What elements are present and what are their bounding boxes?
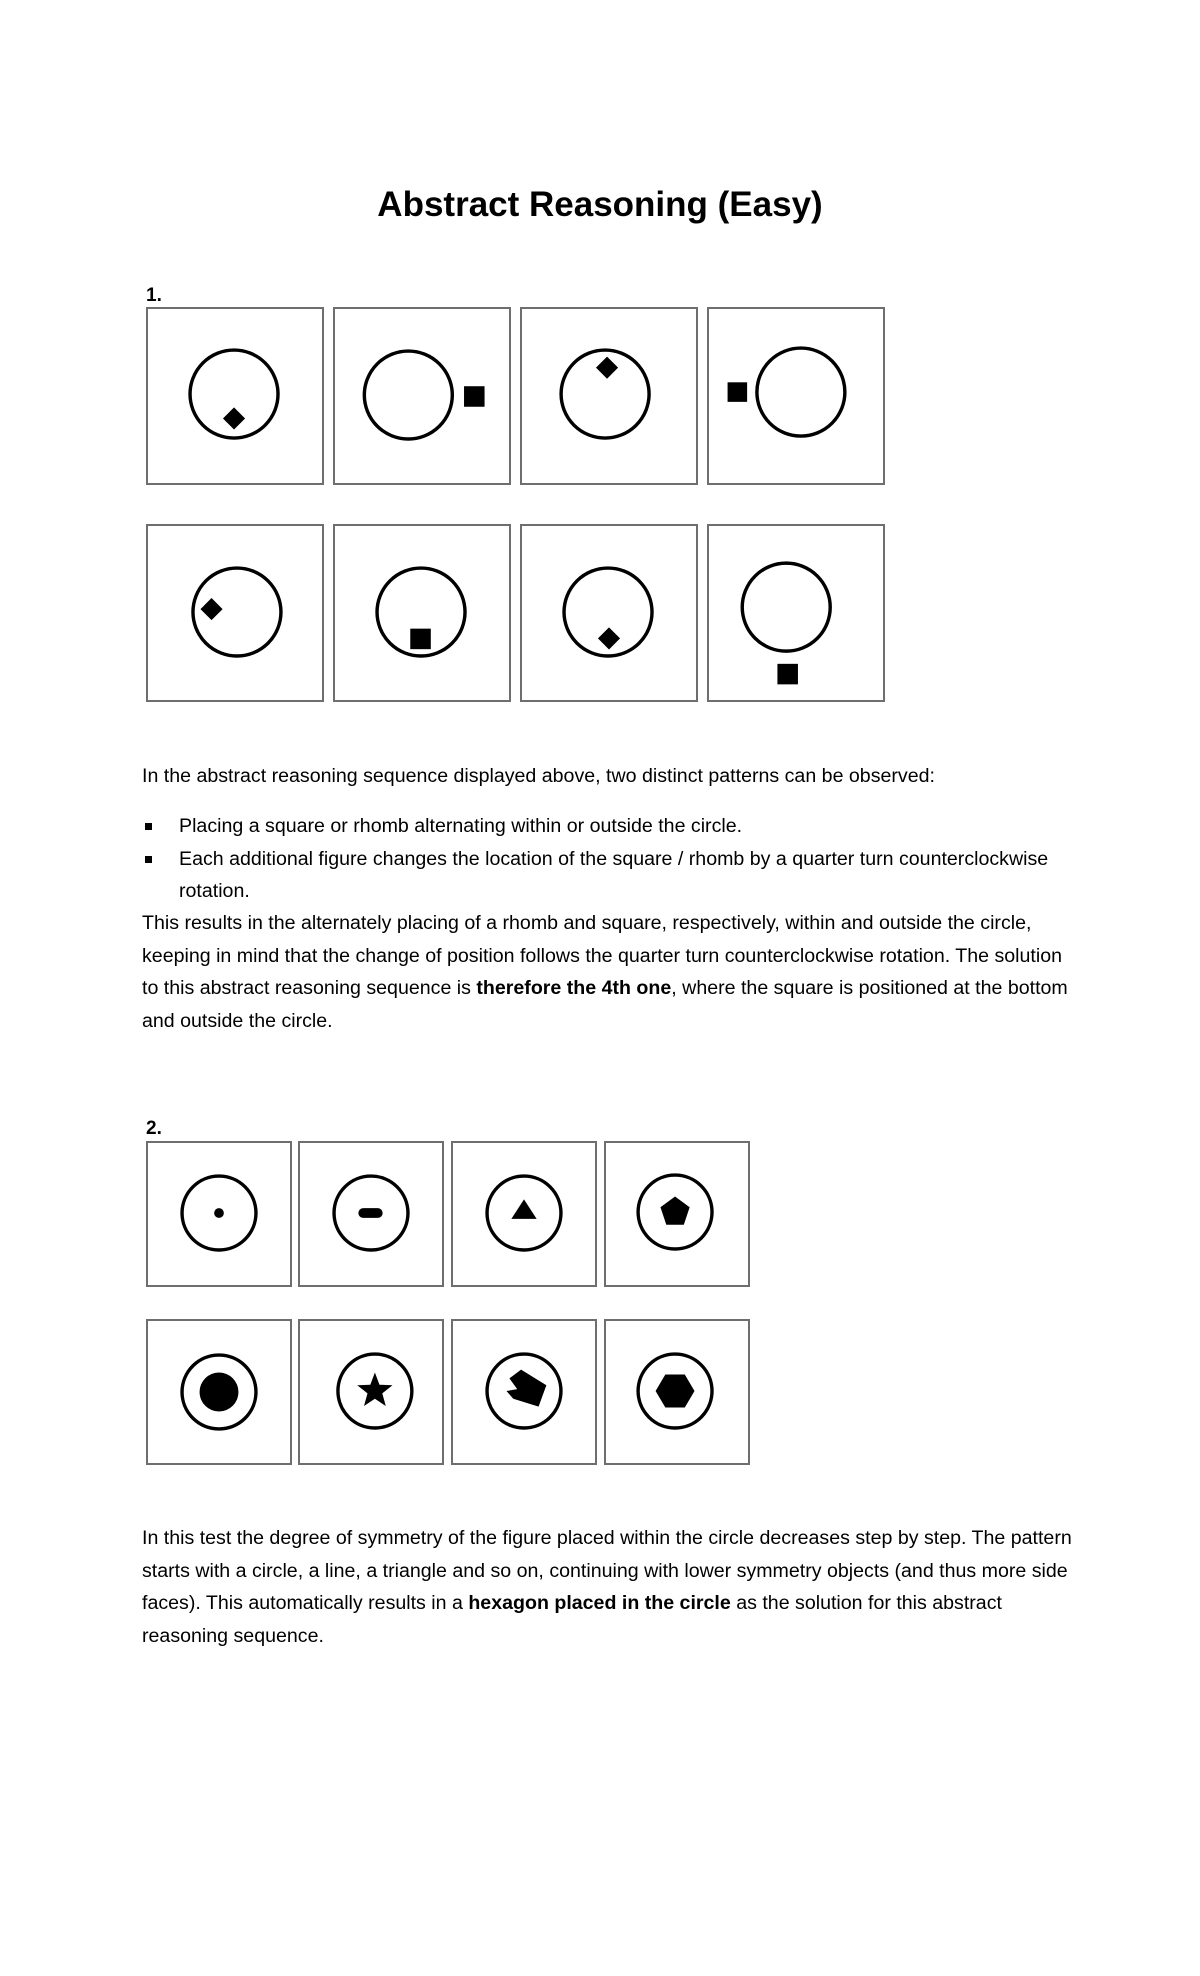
- q2-tile-4: [604, 1141, 750, 1287]
- q2-tile-5: [146, 1319, 292, 1465]
- question-2-answer-emphasis: hexagon placed in the circle: [468, 1592, 731, 1614]
- q2-tile-8: [604, 1319, 750, 1465]
- question-1-explanation: This results in the alternately placing of a rhomb and square, respectively, within and outside the circle, keeping in mind that the change of position follows the quarter turn counterclockwise rotation. The solution to this abstract reasoning sequence is therefore the 4th one, where the square is positioned at the bottom and outside the circle.: [142, 912, 1068, 1032]
- q2-tile-1: [146, 1141, 292, 1287]
- q2-tile-6: [298, 1319, 444, 1465]
- q1-tile-6: [333, 524, 511, 702]
- q2-tile-2: [298, 1141, 444, 1287]
- q1-tile-8: [707, 524, 885, 702]
- q1-tile-3: [520, 307, 698, 485]
- bullet-square-icon: [145, 856, 152, 863]
- q1-tile-4: [707, 307, 885, 485]
- question-2-number: 2.: [146, 1118, 162, 1139]
- q1-tile-7: [520, 524, 698, 702]
- bullet-item: Placing a square or rhomb alternating within or outside the circle.: [142, 810, 1072, 843]
- question-1-number: 1.: [146, 285, 162, 306]
- q1-tile-1: [146, 307, 324, 485]
- page-title: Abstract Reasoning (Easy): [377, 185, 823, 224]
- bullet-square-icon: [145, 823, 152, 830]
- question-2-explanation: In this test the degree of symmetry of the figure placed within the circle decreases step by step. The pattern starts with a circle, a line, a triangle and so on, continuing with lower symmetry objects (and thus more side faces). This automatically results in a hexagon placed in the circle as the solution for this abstract reasoning sequence.: [142, 1527, 1072, 1647]
- q2-tile-7: [451, 1319, 597, 1465]
- q2-tile-3: [451, 1141, 597, 1287]
- question-1-bullet-list: [142, 810, 1072, 908]
- question-1-answer-emphasis: therefore the 4th one: [476, 977, 672, 999]
- q1-tile-5: [146, 524, 324, 702]
- q1-tile-2: [333, 307, 511, 485]
- bullet-item: Each additional figure changes the location of the square / rhomb by a quarter turn counterclockwise rotation.: [142, 843, 1072, 908]
- question-1-intro: In the abstract reasoning sequence displayed above, two distinct patterns can be observed:: [142, 765, 935, 787]
